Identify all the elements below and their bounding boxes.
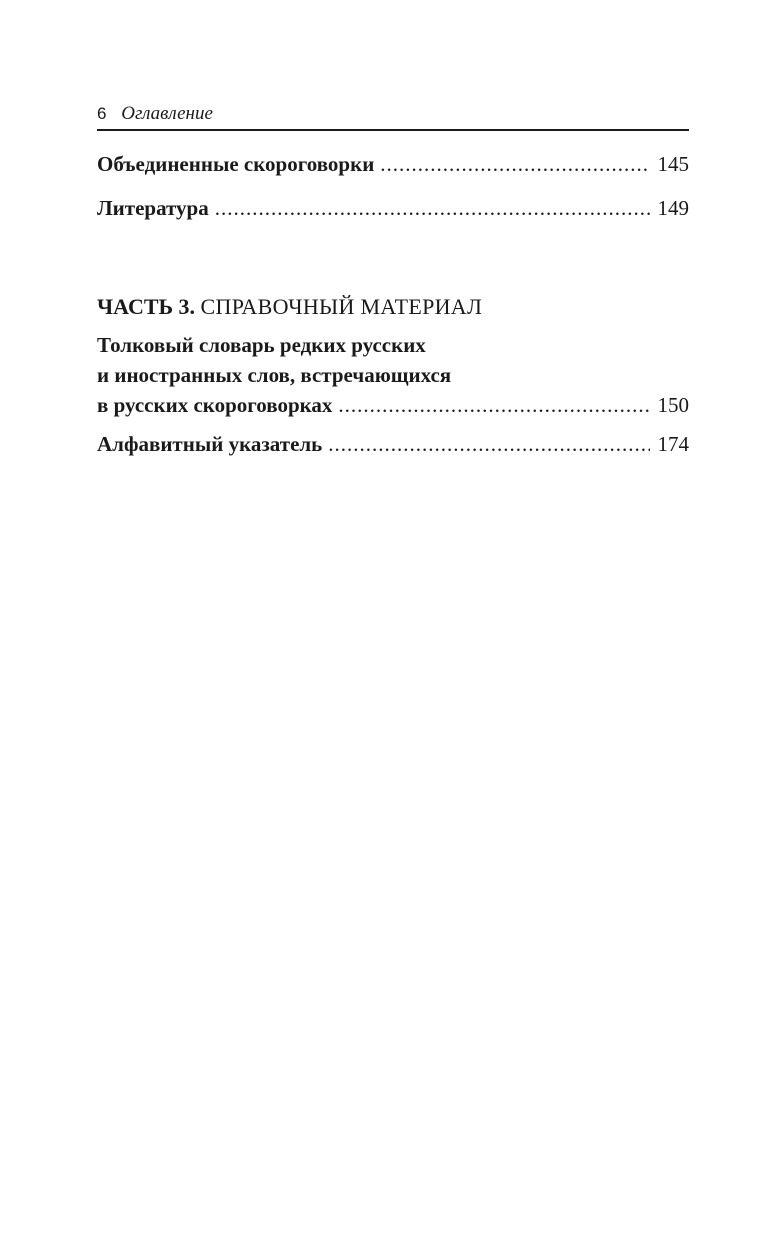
dot-leader: [328, 429, 649, 459]
toc-entry-title: Объединенные скороговорки: [97, 152, 375, 176]
toc-entry-page: 145: [657, 152, 689, 176]
toc-entry-title-line-2: и иностранных слов, встречающихся: [97, 363, 452, 387]
part-title: СПРАВОЧНЫЙ МАТЕРИАЛ: [200, 294, 483, 319]
dot-leader: [215, 193, 650, 223]
dot-leader: [380, 149, 649, 179]
toc-entry-page: 174: [657, 432, 689, 456]
toc-entry-literature[interactable]: [97, 193, 689, 223]
part-number: ЧАСТЬ 3.: [97, 294, 196, 319]
toc-entry-title: Литература: [97, 196, 209, 220]
toc-entry-title-line-3: в русских скороговорках: [97, 393, 333, 417]
toc-entry-dictionary[interactable]: [97, 330, 689, 420]
toc-entry-combined-tongue-twisters[interactable]: [97, 149, 689, 179]
toc-entry-page: 150: [657, 393, 689, 417]
part-heading: [97, 293, 689, 321]
header-title: Оглавление: [121, 103, 213, 124]
dot-leader: [338, 390, 649, 420]
toc-entry-page: 149: [657, 196, 689, 220]
toc-entry-title: Алфавитный указатель: [97, 432, 323, 456]
running-header: [97, 103, 689, 131]
page-number: 6: [97, 104, 107, 123]
toc-entry-alphabetical-index[interactable]: [97, 429, 689, 459]
toc-entry-title-line-1: Толковый словарь редких русских: [97, 333, 426, 357]
